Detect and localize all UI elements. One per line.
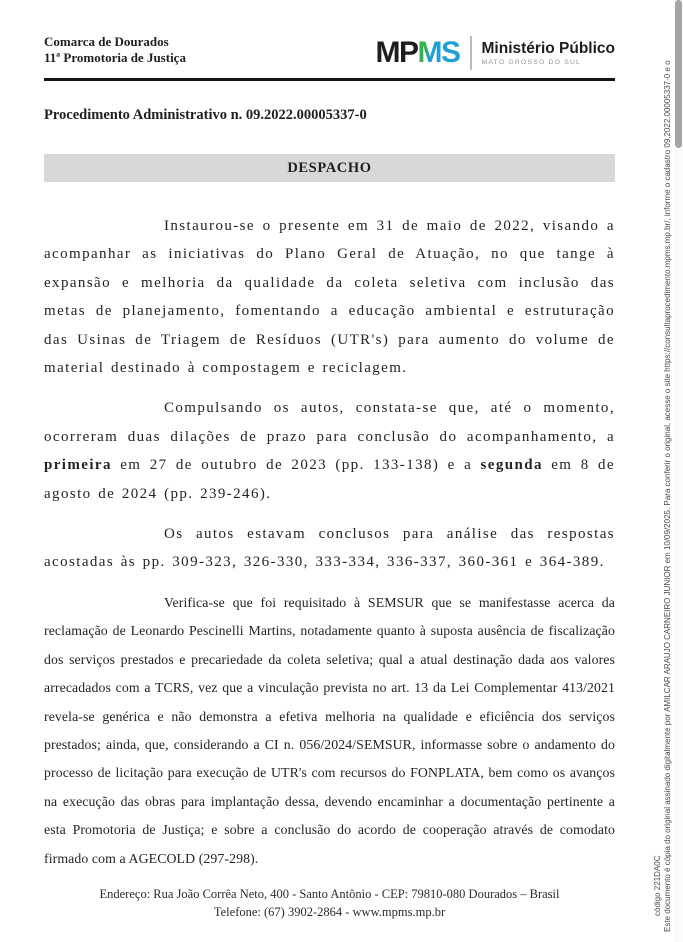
signature-note-line-1: Este documento é cópia do original assinado digitalmente por AMILCAR ARAUJO CARNEIRO JUNIOR em 10/09/2025. Para conferir o original, acesse o site https://consultaprocedimento.mpms.mp.br/, informe o cadastro 09.2022.00005337-0 e o <box>663 60 672 932</box>
paragraph-4: Verifica-se que foi requisitado à SEMSUR que se manifestasse acerca da reclamação de Leonardo Pescinelli Martins, notadamente quanto à suposta ausência de fiscalização dos serviços prestados e precariedade da coleta seletiva; qual a atual destinação dada aos valores arrecadados com a TCRS, vez que a vinculação prevista no art. 13 da Lei Complementar 413/2021 revela-se genérica e não demonstra a efetiva melhoria na qualidade e eficiência dos serviços prestados; ainda, que, considerando a CI n. 056/2024/SEMSUR, informasse sobre o andamento do processo de licitação para execução de UTR's com recursos do FONPLATA, bem como os avanços na execução das obras para implantação dessa, devendo encaminhar a documentação pertinente a esta Promotoria de Justiça; e sobre a conclusão do acordo de cooperação através de comodato firmado com a AGECOLD (297-298). <box>44 594 615 866</box>
scrollbar-track[interactable] <box>674 0 683 942</box>
letterhead <box>44 34 615 81</box>
paragraph-2-text: Compulsando os autos, constata-se que, até o momento, ocorreram duas dilações de prazo para conclusão do acompanhamento, a <box>44 400 615 445</box>
paragraph-1: Instaurou-se o presente em 31 de maio de 2022, visando a acompanhar as iniciativas do Plano Geral de Atuação, no que tange à expansão e melhoria da qualidade da coleta seletiva com inclusão das metas de planejamento, fomentando a educação ambiental e estruturação das Usinas de Triagem de Resíduos (UTR's) para aumento do volume de material destinado à compostagem e reciclagem. <box>44 218 615 377</box>
footer-phone: Telefone: (67) 3902-2864 - www.mpms.mp.br <box>213 904 446 919</box>
paragraph-2-bold-primeira: primeira <box>44 457 112 474</box>
org-name: Ministério Público <box>481 40 615 57</box>
paragraph-2-text: em 8 de agosto de 2024 (pp. 239-246). <box>44 457 615 502</box>
scrollbar-thumb[interactable] <box>675 0 682 148</box>
page-footer <box>44 885 615 921</box>
office-block <box>44 34 186 66</box>
logo-letter-s: S <box>441 36 460 69</box>
logo-letter-m: M <box>417 36 441 69</box>
footer-address: Endereço: Rua João Corrêa Neto, 400 - Santo Antônio - CEP: 79810-080 Dourados – Brasil <box>99 886 560 901</box>
paragraph-3: Os autos estavam conclusos para análise das respostas acostadas às pp. 309-323, 326-330, 333-334, 336-337, 360-361 e 364-389. <box>44 526 615 571</box>
procedure-number: Procedimento Administrativo n. 09.2022.00005337-0 <box>44 107 367 123</box>
document-title-bar <box>44 154 615 182</box>
digital-signature-note <box>651 20 673 932</box>
mpms-logo-wordmark <box>376 38 460 68</box>
office-line-2: 11ª Promotoria de Justiça <box>44 50 186 65</box>
document-title: DESPACHO <box>287 159 372 176</box>
signature-note-line-2: código 221DA0C <box>653 855 662 916</box>
paragraph-2-bold-segunda: segunda <box>480 457 543 474</box>
logo-divider <box>470 36 472 70</box>
paragraph-2-text: em 27 de outubro de 2023 (pp. 133-138) e a <box>111 457 481 474</box>
mpms-logo <box>376 36 616 70</box>
office-line-1: Comarca de Dourados <box>44 34 169 49</box>
logo-letters-mp: MP <box>375 36 418 69</box>
paragraph-2 <box>44 394 615 508</box>
org-subtitle: MATO GROSSO DO SUL <box>481 59 582 66</box>
org-block <box>482 40 615 66</box>
